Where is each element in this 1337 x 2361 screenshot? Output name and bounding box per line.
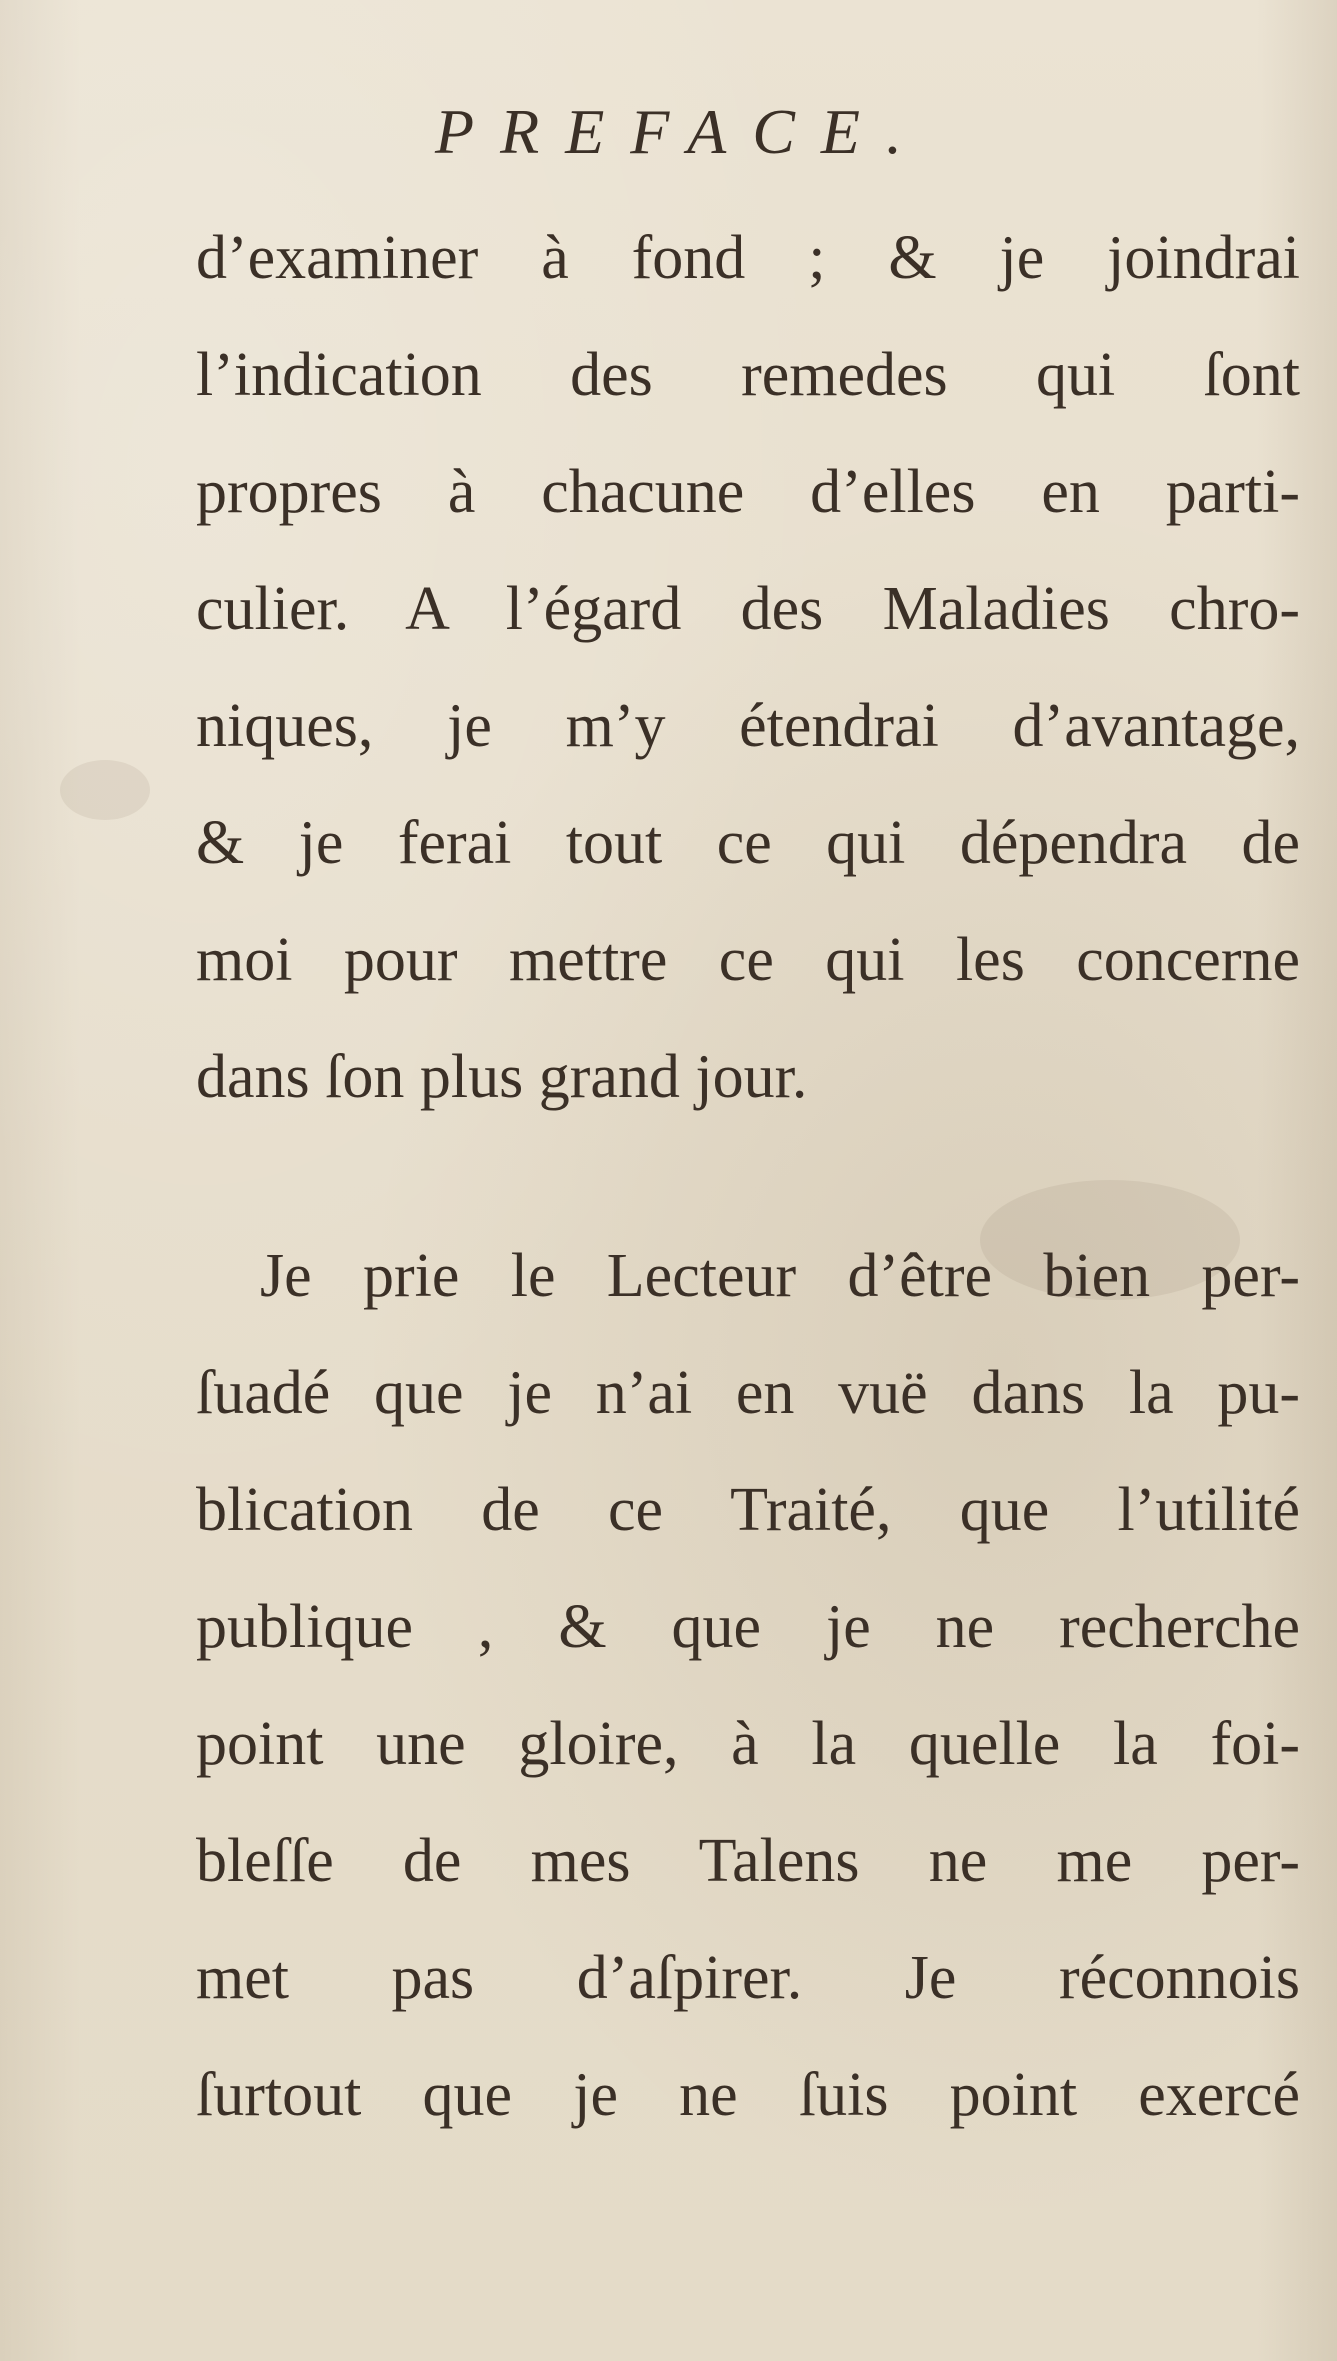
text-line: met pas d’aſpirer. Je réconnois [196, 1944, 1300, 2012]
text-line: bleſſe de mes Talens ne me per- [196, 1827, 1300, 1895]
paragraph-1 [196, 200, 1300, 1136]
paragraph-2 [196, 1218, 1300, 2154]
text-line: niques, je m’y étendrai d’avantage, [196, 692, 1300, 760]
text-line: l’indication des remedes qui ſont [196, 341, 1300, 409]
text-line: moi pour mettre ce qui les concerne [196, 926, 1300, 994]
text-line: ſuadé que je n’ai en vuë dans la pu- [196, 1359, 1300, 1427]
text-line: ſurtout que je ne ſuis point exercé [196, 2061, 1300, 2129]
text-line: & je ferai tout ce qui dépendra de [196, 809, 1300, 877]
text-line: propres à chacune d’elles en parti- [196, 458, 1300, 526]
text-line: point une gloire, à la quelle la foi- [196, 1710, 1300, 1778]
text-line: Je prie le Lecteur d’être bien per- [260, 1242, 1300, 1310]
text-line: blication de ce Traité, que l’utilité [196, 1476, 1300, 1544]
text-line: culier. A l’égard des Maladies chro- [196, 575, 1300, 643]
text-line: dans ſon plus grand jour. [196, 1043, 808, 1111]
text-line: d’examiner à fond ; & je joindrai [196, 224, 1300, 292]
text-line: publique , & que je ne recherche [196, 1593, 1300, 1661]
running-header: PREFACE. [435, 96, 928, 167]
paper-stain [60, 760, 150, 820]
